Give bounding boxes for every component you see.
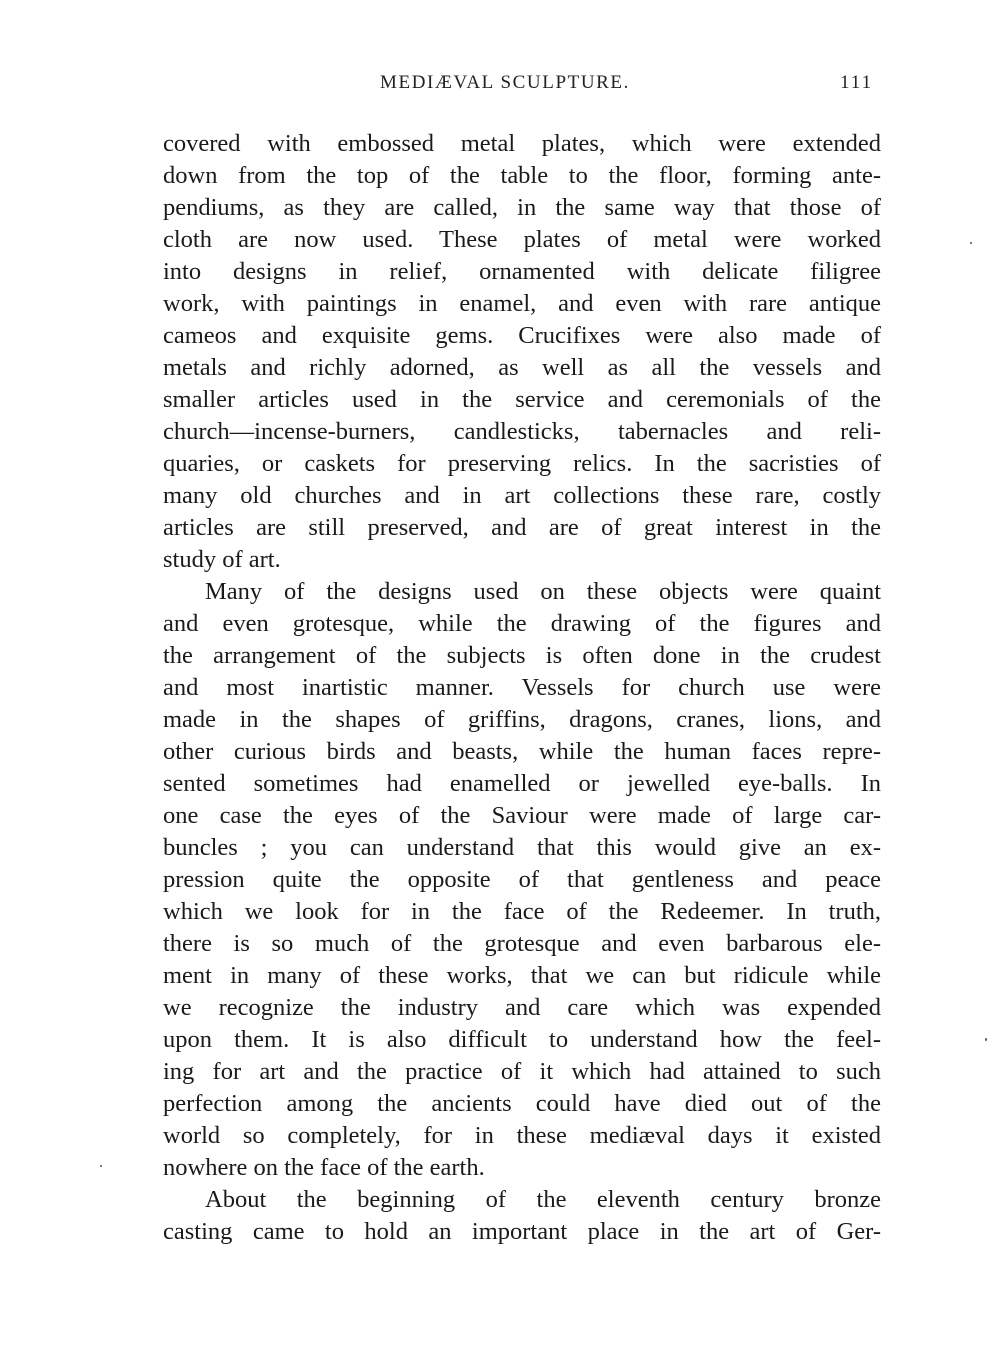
text-line: church—incense-burners, candlesticks, tabernacles and reli- <box>163 418 881 445</box>
text-line: ing for art and the practice of it which had attained to such <box>163 1058 881 1085</box>
text-line: perfection among the ancients could have died out of the <box>163 1090 881 1117</box>
text-line: down from the top of the table to the floor, forming ante- <box>163 162 881 189</box>
page-number: 111 <box>840 72 874 93</box>
body-text <box>163 128 881 1248</box>
text-line: buncles ; you can understand that this would give an ex- <box>163 834 881 861</box>
text-line: other curious birds and beasts, while the human faces repre- <box>163 738 881 765</box>
scan-speck <box>985 1038 987 1041</box>
running-header-title: MEDIÆVAL SCULPTURE. <box>380 72 630 93</box>
paragraph-start-line: Many of the designs used on these objects were quaint <box>205 578 881 605</box>
text-line: cameos and exquisite gems. Crucifixes were also made of <box>163 322 881 349</box>
text-line: smaller articles used in the service and ceremonials of the <box>163 386 881 413</box>
paragraph-start-line: About the beginning of the eleventh century bronze <box>205 1186 881 1213</box>
text-line: one case the eyes of the Saviour were made of large car- <box>163 802 881 829</box>
text-line: work, with paintings in enamel, and even with rare antique <box>163 290 881 317</box>
text-line: ment in many of these works, that we can but ridicule while <box>163 962 881 989</box>
text-line: upon them. It is also difficult to understand how the feel- <box>163 1026 881 1053</box>
text-line: pression quite the opposite of that gentleness and peace <box>163 866 881 893</box>
text-line: we recognize the industry and care which was expended <box>163 994 881 1021</box>
text-line: there is so much of the grotesque and even barbarous ele- <box>163 930 881 957</box>
text-line: pendiums, as they are called, in the same way that those of <box>163 194 881 221</box>
text-line: cloth are now used. These plates of metal were worked <box>163 226 881 253</box>
text-line: and even grotesque, while the drawing of the figures and <box>163 610 881 637</box>
text-line: the arrangement of the subjects is often done in the crudest <box>163 642 881 669</box>
scan-speck <box>100 1165 102 1167</box>
paragraph-end-line: study of art. <box>163 546 281 573</box>
text-line: covered with embossed metal plates, which were extended <box>163 130 881 157</box>
text-line: quaries, or caskets for preserving relics. In the sacristies of <box>163 450 881 477</box>
text-line: world so completely, for in these mediæval days it existed <box>163 1122 881 1149</box>
text-line: into designs in relief, ornamented with delicate filigree <box>163 258 881 285</box>
text-line: articles are still preserved, and are of great interest in the <box>163 514 881 541</box>
text-line: made in the shapes of griffins, dragons, cranes, lions, and <box>163 706 881 733</box>
text-line: sented sometimes had enamelled or jewelled eye-balls. In <box>163 770 881 797</box>
text-line: and most inartistic manner. Vessels for church use were <box>163 674 881 701</box>
paragraph-end-line: nowhere on the face of the earth. <box>163 1154 485 1181</box>
text-line: metals and richly adorned, as well as all the vessels and <box>163 354 881 381</box>
text-line: which we look for in the face of the Redeemer. In truth, <box>163 898 881 925</box>
text-line: casting came to hold an important place in the art of Ger- <box>163 1218 881 1245</box>
scan-speck <box>970 242 972 244</box>
text-line: many old churches and in art collections these rare, costly <box>163 482 881 509</box>
